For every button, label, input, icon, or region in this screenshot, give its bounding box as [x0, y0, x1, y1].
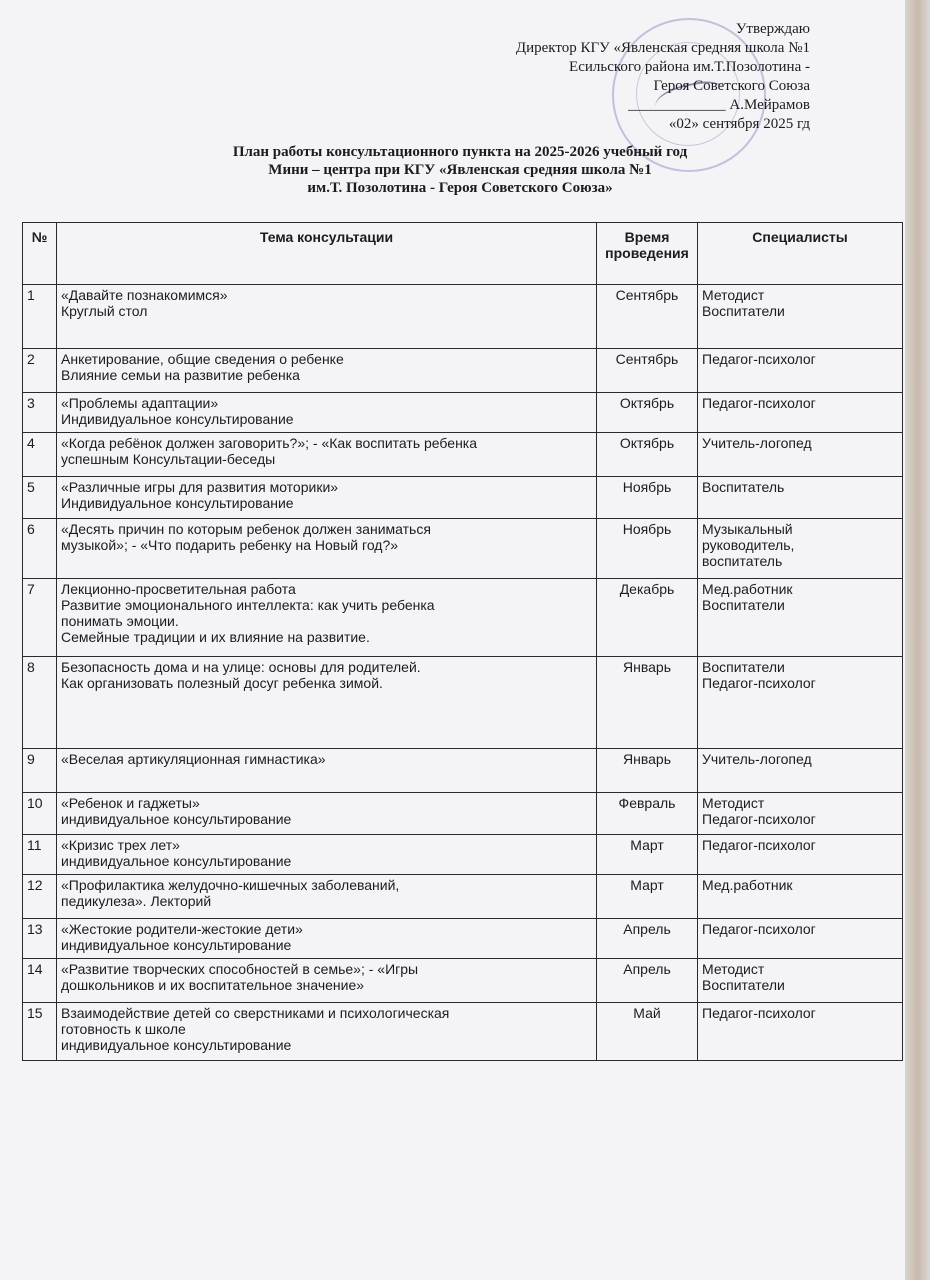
- row-topic: [57, 919, 597, 959]
- approval-line: Директор КГУ «Явленская средняя школа №1: [515, 40, 810, 56]
- table-header-row: [23, 223, 903, 285]
- row-time: Ноябрь: [597, 519, 698, 579]
- row-specialists: [698, 793, 903, 835]
- topic-line: дошкольников и их воспитательное значение»: [61, 977, 365, 993]
- row-time: Сентябрь: [597, 349, 698, 393]
- table-row: [23, 919, 903, 959]
- row-time: Апрель: [597, 959, 698, 1003]
- row-topic: [57, 1003, 597, 1061]
- topic-line: «Давайте познакомимся»: [61, 287, 228, 303]
- row-time: Май: [597, 1003, 698, 1061]
- topic-line: Индивидуальное консультирование: [61, 411, 294, 427]
- table-row: [23, 657, 903, 749]
- row-number: 11: [23, 835, 57, 875]
- topic-line: Семейные традиции и их влияние на развитие.: [61, 629, 370, 645]
- row-topic: [57, 393, 597, 433]
- topic-line: Как организовать полезный досуг ребенка зимой.: [61, 675, 383, 691]
- topic-line: музыкой»; - «Что подарить ребенку на Новый год?»: [61, 537, 399, 553]
- specialist-line: Воспитатель: [702, 479, 785, 495]
- row-time: Ноябрь: [597, 477, 698, 519]
- topic-line: «Десять причин по которым ребенок должен заниматься: [61, 521, 431, 537]
- topic-line: «Веселая артикуляционная гимнастика»: [61, 751, 326, 767]
- topic-line: понимать эмоции.: [61, 613, 179, 629]
- row-topic: [57, 835, 597, 875]
- row-topic: [57, 477, 597, 519]
- row-number: 6: [23, 519, 57, 579]
- table-row: [23, 749, 903, 793]
- approval-line: Утверждаю: [735, 21, 810, 37]
- row-time: Февраль: [597, 793, 698, 835]
- topic-line: Лекционно-просветительная работа: [61, 581, 296, 597]
- row-number: 14: [23, 959, 57, 1003]
- specialist-line: Воспитатели: [702, 659, 785, 675]
- row-specialists: [698, 433, 903, 477]
- specialist-line: Учитель-логопед: [702, 435, 812, 451]
- row-specialists: [698, 579, 903, 657]
- specialist-line: Учитель-логопед: [702, 751, 812, 767]
- document-title: [140, 143, 780, 197]
- row-specialists: [698, 519, 903, 579]
- table-row: [23, 875, 903, 919]
- table-row: [23, 793, 903, 835]
- title-line: Мини – центра при КГУ «Явленская средняя школа №1: [268, 162, 652, 178]
- row-topic: [57, 657, 597, 749]
- row-topic: [57, 349, 597, 393]
- row-time: Март: [597, 835, 698, 875]
- specialist-line: Методист: [702, 287, 765, 303]
- topic-line: Влияние семьи на развитие ребенка: [61, 367, 300, 383]
- row-number: 13: [23, 919, 57, 959]
- title-line: План работы консультационного пункта на 2025-2026 учебный год: [232, 144, 688, 160]
- row-specialists: [698, 749, 903, 793]
- specialist-line: Педагог-психолог: [702, 837, 816, 853]
- topic-line: индивидуальное консультирование: [61, 853, 292, 869]
- header-time: Время проведения: [597, 223, 698, 285]
- row-number: 2: [23, 349, 57, 393]
- page-edge: [905, 0, 930, 1280]
- topic-line: индивидуальное консультирование: [61, 937, 292, 953]
- row-number: 10: [23, 793, 57, 835]
- row-time: Апрель: [597, 919, 698, 959]
- row-time: Январь: [597, 657, 698, 749]
- topic-line: «Развитие творческих способностей в семье»; - «Игры: [61, 961, 419, 977]
- row-time: Декабрь: [597, 579, 698, 657]
- row-specialists: [698, 285, 903, 349]
- row-number: 3: [23, 393, 57, 433]
- specialist-line: Педагог-психолог: [702, 395, 816, 411]
- topic-line: «Когда ребёнок должен заговорить?»; - «Как воспитать ребенка: [61, 435, 478, 451]
- topic-line: «Различные игры для развития моторики»: [61, 479, 339, 495]
- table-row: [23, 1003, 903, 1061]
- specialist-line: руководитель,: [702, 537, 795, 553]
- row-topic: [57, 579, 597, 657]
- header-topic: Тема консультации: [57, 223, 597, 285]
- topic-line: педикулеза». Лекторий: [61, 893, 212, 909]
- row-specialists: [698, 835, 903, 875]
- specialist-line: Педагог-психолог: [702, 921, 816, 937]
- topic-line: Индивидуальное консультирование: [61, 495, 294, 511]
- row-specialists: [698, 349, 903, 393]
- specialist-line: Педагог-психолог: [702, 811, 816, 827]
- table-row: [23, 519, 903, 579]
- header-num: №: [23, 223, 57, 285]
- row-number: 9: [23, 749, 57, 793]
- row-time: Сентябрь: [597, 285, 698, 349]
- row-time: Октябрь: [597, 433, 698, 477]
- row-topic: [57, 959, 597, 1003]
- consultation-plan-table: [22, 222, 903, 1061]
- row-number: 8: [23, 657, 57, 749]
- specialist-line: Мед.работник: [702, 581, 793, 597]
- row-number: 4: [23, 433, 57, 477]
- approval-line: Героя Советского Союза: [653, 78, 810, 94]
- table-body: [23, 285, 903, 1061]
- row-specialists: [698, 393, 903, 433]
- specialist-line: Методист: [702, 795, 765, 811]
- approval-line: _____________ А.Мейрамов: [628, 97, 810, 113]
- row-number: 5: [23, 477, 57, 519]
- specialist-line: Педагог-психолог: [702, 1005, 816, 1021]
- topic-line: «Проблемы адаптации»: [61, 395, 219, 411]
- row-time: Январь: [597, 749, 698, 793]
- table-row: [23, 477, 903, 519]
- row-topic: [57, 793, 597, 835]
- row-number: 15: [23, 1003, 57, 1061]
- approval-line: «02» сентября 2025 гд: [668, 116, 810, 132]
- topic-line: готовность к школе: [61, 1021, 186, 1037]
- specialist-line: Музыкальный: [702, 521, 793, 537]
- table-row: [23, 835, 903, 875]
- specialist-line: Воспитатели: [702, 977, 785, 993]
- topic-line: «Кризис трех лет»: [61, 837, 180, 853]
- topic-line: Круглый стол: [61, 303, 148, 319]
- row-specialists: [698, 1003, 903, 1061]
- topic-line: успешным Консультации-беседы: [61, 451, 276, 467]
- row-time: Март: [597, 875, 698, 919]
- row-specialists: [698, 657, 903, 749]
- title-line: им.Т. Позолотина - Героя Советского Союза»: [307, 180, 613, 196]
- specialist-line: Мед.работник: [702, 877, 793, 893]
- specialist-line: Педагог-психолог: [702, 351, 816, 367]
- approval-line: Есильского района им.Т.Позолотина -: [569, 59, 810, 75]
- topic-line: «Профилактика желудочно-кишечных заболеваний,: [61, 877, 400, 893]
- row-specialists: [698, 477, 903, 519]
- topic-line: «Жестокие родители-жестокие дети»: [61, 921, 303, 937]
- row-specialists: [698, 919, 903, 959]
- table-row: [23, 433, 903, 477]
- specialist-line: Педагог-психолог: [702, 675, 816, 691]
- approval-block: [390, 20, 810, 134]
- header-specialists: Специалисты: [698, 223, 903, 285]
- specialist-line: воспитатель: [702, 553, 783, 569]
- topic-line: индивидуальное консультирование: [61, 1037, 292, 1053]
- row-topic: [57, 749, 597, 793]
- specialist-line: Воспитатели: [702, 303, 785, 319]
- topic-line: Безопасность дома и на улице: основы для родителей.: [61, 659, 421, 675]
- row-number: 1: [23, 285, 57, 349]
- table-row: [23, 285, 903, 349]
- topic-line: Взаимодействие детей со сверстниками и психологическая: [61, 1005, 450, 1021]
- row-topic: [57, 285, 597, 349]
- table-row: [23, 579, 903, 657]
- topic-line: индивидуальное консультирование: [61, 811, 292, 827]
- row-topic: [57, 433, 597, 477]
- topic-line: «Ребенок и гаджеты»: [61, 795, 200, 811]
- table-row: [23, 393, 903, 433]
- topic-line: Анкетирование, общие сведения о ребенке: [61, 351, 344, 367]
- table-row: [23, 959, 903, 1003]
- row-specialists: [698, 875, 903, 919]
- row-specialists: [698, 959, 903, 1003]
- specialist-line: Методист: [702, 961, 765, 977]
- topic-line: Развитие эмоционального интеллекта: как учить ребенка: [61, 597, 435, 613]
- row-topic: [57, 519, 597, 579]
- row-number: 7: [23, 579, 57, 657]
- specialist-line: Воспитатели: [702, 597, 785, 613]
- row-topic: [57, 875, 597, 919]
- row-time: Октябрь: [597, 393, 698, 433]
- table-row: [23, 349, 903, 393]
- row-number: 12: [23, 875, 57, 919]
